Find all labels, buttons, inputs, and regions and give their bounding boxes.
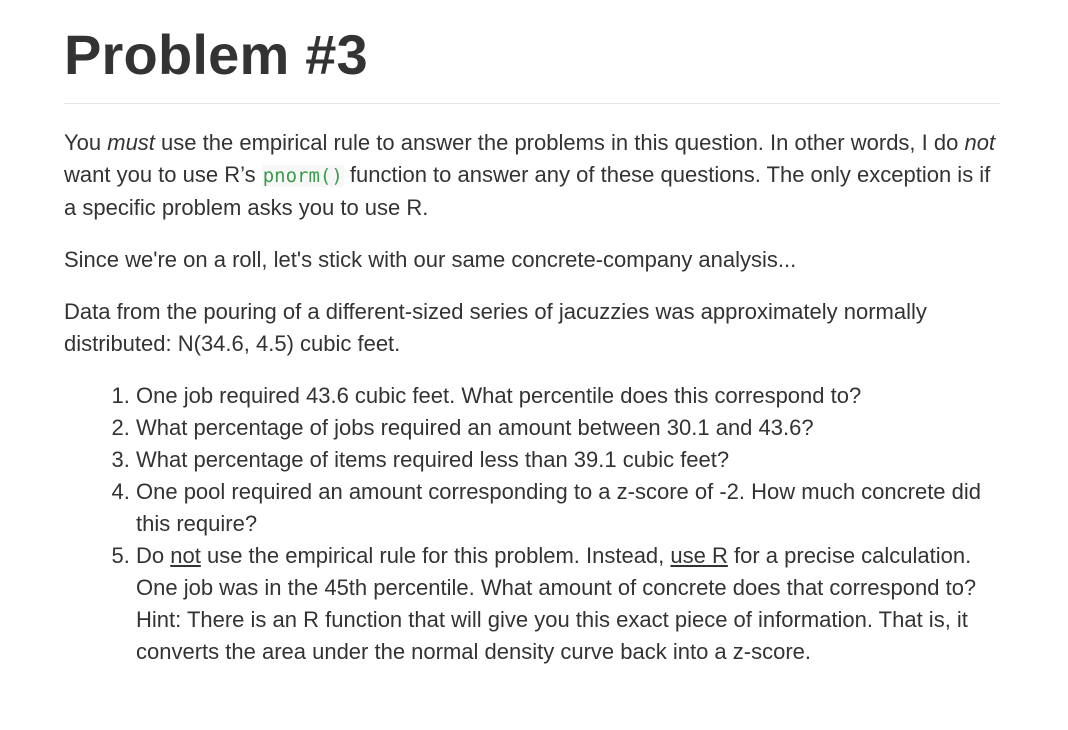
q5-underline-use-r: use R bbox=[670, 543, 728, 568]
title-divider bbox=[64, 103, 1000, 104]
q5-text-2: use the empirical rule for this problem. Instead, bbox=[200, 543, 671, 568]
pnorm-code: pnorm() bbox=[262, 165, 343, 187]
intro-paragraph bbox=[64, 127, 1000, 224]
q5-text-1: Do bbox=[136, 543, 171, 568]
page-title: Problem #3 bbox=[64, 23, 368, 86]
intro-emphasis-must: must bbox=[107, 130, 155, 155]
q5-underline-not: not bbox=[170, 543, 201, 568]
question-list bbox=[64, 380, 1000, 668]
question-item-3: 3. What percentage of items required less than 39.1 cubic feet? bbox=[136, 444, 1000, 476]
intro-text-2: use the empirical rule to answer the problems in this question. In other words, I do bbox=[154, 130, 965, 155]
question-item-2: 2. What percentage of jobs required an amount between 30.1 and 43.6? bbox=[136, 412, 1000, 444]
data-paragraph: Data from the pouring of a different-sized series of jacuzzies was approximately normally distributed: N(34.6, 4.5) cubic feet. bbox=[64, 299, 927, 356]
intro-text-4: function to answer any of these questions. The only exception is if a specific problem asks you to use R. bbox=[64, 162, 991, 220]
q5-text-3: for a precise calculation. One job was in the 45th percentile. What amount of concrete does that correspond to? Hint: There is an R function that will give you this exact piece of information. That is, it converts the area under the normal density curve back into a z-score. bbox=[136, 543, 977, 664]
roll-paragraph: Since we're on a roll, let's stick with our same concrete-company analysis... bbox=[64, 247, 797, 272]
question-item-5 bbox=[136, 540, 1000, 668]
question-item-4: 4. One pool required an amount corresponding to a z-score of -2. How much concrete did this require? bbox=[136, 476, 1000, 540]
intro-text-3: want you to use R’s bbox=[64, 162, 262, 187]
intro-emphasis-not: not bbox=[964, 130, 996, 155]
intro-text-1: You bbox=[64, 130, 108, 155]
question-item-1: 1. One job required 43.6 cubic feet. What percentile does this correspond to? bbox=[136, 380, 1000, 412]
